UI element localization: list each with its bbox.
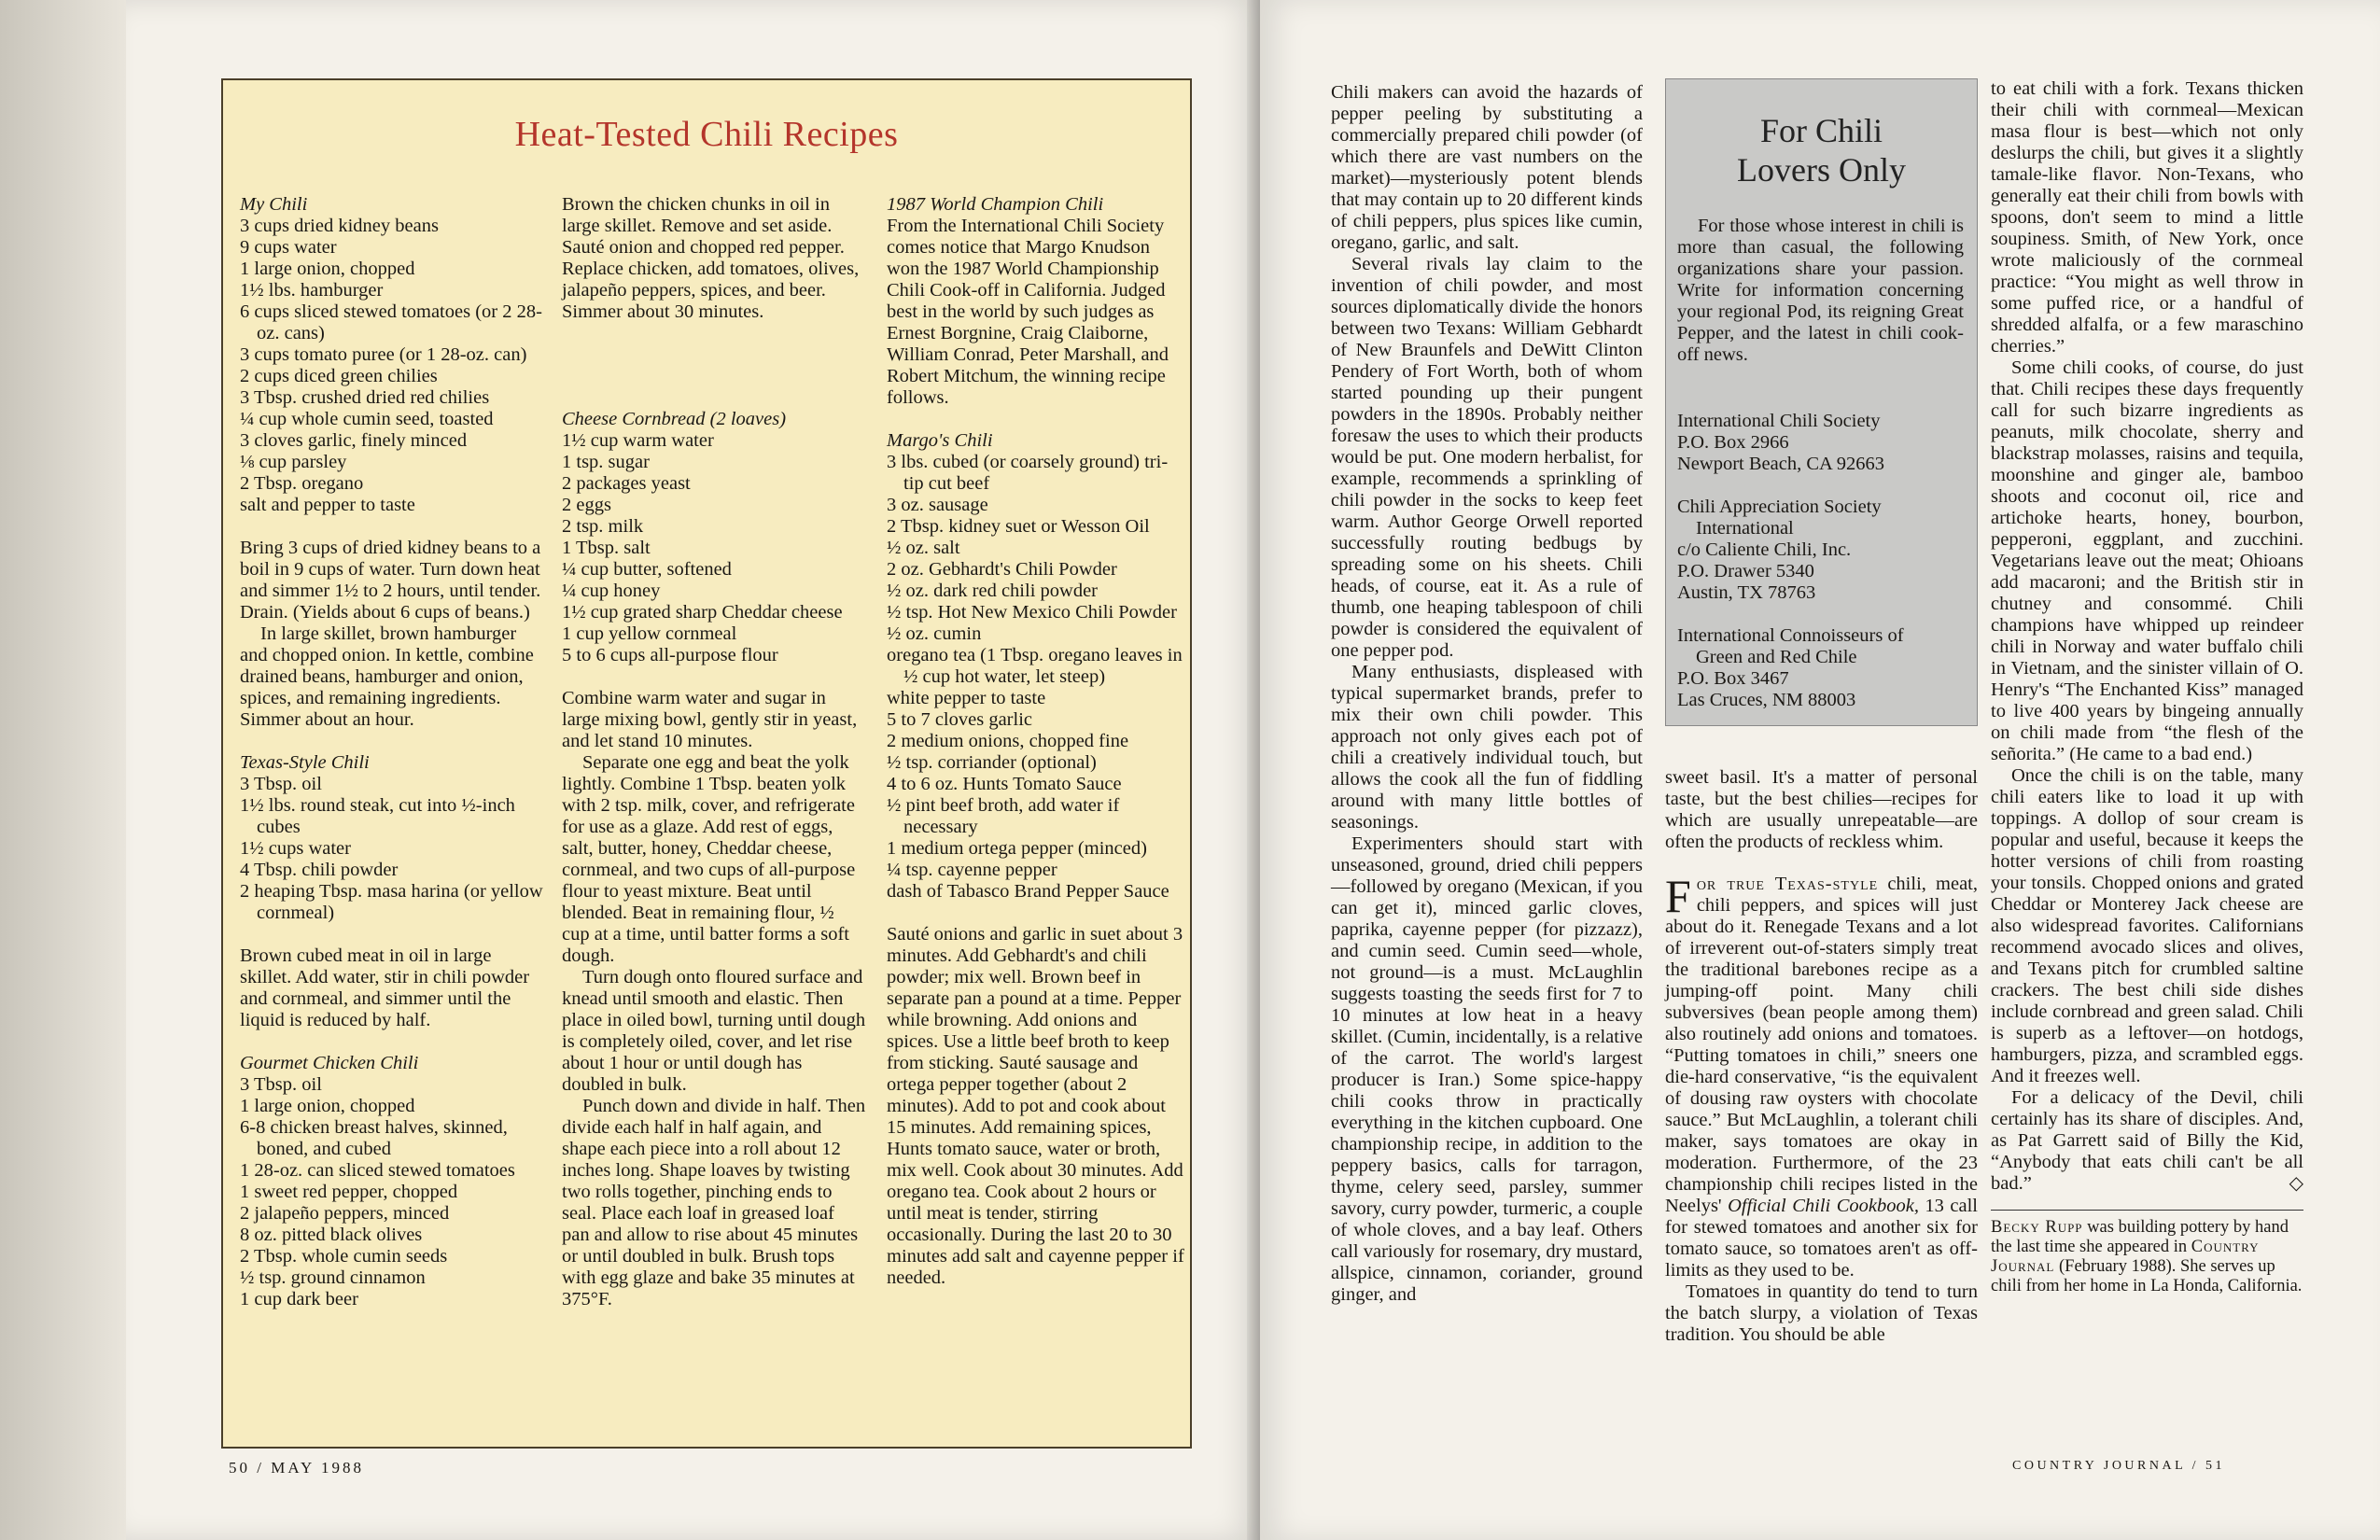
spacer	[240, 1031, 544, 1053]
recipe-line: ½ tsp. ground cinnamon	[240, 1267, 426, 1288]
recipe-line: 3 Tbsp. oil	[240, 1074, 322, 1095]
bio-text: (February 1988). She serves up chili from her home in La Honda, California.	[1991, 1257, 2303, 1295]
folio-right: COUNTRY JOURNAL / 51	[2012, 1459, 2226, 1473]
recipe-line: 5 to 6 cups all-purpose flour	[562, 645, 778, 665]
recipe-line: 1½ cup warm water	[562, 430, 714, 451]
recipe-line: ½ oz. cumin	[887, 623, 982, 644]
recipe-line: 1 large onion, chopped	[240, 259, 415, 279]
recipe-line: 2 jalapeño peppers, minced	[240, 1203, 450, 1224]
recipe-line: 3 cloves garlic, finely minced	[240, 430, 468, 451]
box-title: Heat-Tested Chili Recipes	[514, 115, 899, 154]
article-column-1	[1331, 82, 1643, 1306]
recipe-line: ¼ tsp. cayenne pepper	[887, 860, 1057, 880]
recipe-line: 1½ lbs. round steak, cut into ½-inch cubes	[240, 795, 515, 837]
recipe-line: 4 to 6 oz. Hunts Tomato Sauce	[887, 774, 1122, 794]
spacer	[887, 409, 1185, 430]
recipe-line: 3 lbs. cubed (or coarsely ground) tri-tip cut beef	[887, 452, 1169, 494]
spacer	[240, 516, 544, 538]
address-line: Austin, TX 78763	[1677, 582, 1816, 603]
recipe-line: Turn dough onto floured surface and knead until smooth and elastic. Then place in oiled bowl, turning until dough is completely oiled, cover, and let rise about 1 hour or until dough has doubled in bulk.	[562, 967, 866, 1095]
paragraph: Some chili cooks, of course, do just that. Chili recipes these days frequently call for such bizarre ingredients as peanuts, milk chocolate, sherry and blackstrap molasses, raisins and tequila, moonshine and ginger ale, bamboo shoots and coconut oil, rice and artichoke hearts, honey, bourbon, pepperoni, eggplant, and zucchini. Vegetarians leave out the meat; Ohioans add macaroni; and the British stir in chutney and consommé. Chili champions have whipped up reindeer chili in Norway and water buffalo chili in Vietnam, and the sinister villain of O. Henry's “The Enchanted Kiss” managed to live 400 years by bingeing annually on chili made from “the flesh of the señorita.” (He came to a bad end.)	[1991, 357, 2303, 764]
recipe-column-2	[562, 194, 866, 1310]
recipe-line: 1½ cup grated sharp Cheddar cheese	[562, 602, 843, 623]
author-bio	[1991, 1210, 2303, 1296]
recipe-column-1	[240, 194, 544, 1310]
address-line: P.O. Box 2966	[1677, 432, 1789, 453]
sidebar-box	[1665, 78, 1978, 726]
right-page	[1260, 0, 2380, 1540]
recipe-heading: 1987 World Champion Chili	[887, 194, 1104, 215]
recipe-heading: Margo's Chili	[887, 430, 993, 451]
drop-cap: F	[1665, 870, 1691, 922]
sidebar-title: For Chili Lovers Only	[1737, 112, 1906, 189]
recipe-line: 1 28-oz. can sliced stewed tomatoes	[240, 1160, 515, 1181]
recipe-line: ½ tsp. corriander (optional)	[887, 752, 1097, 773]
recipe-line: ½ tsp. Hot New Mexico Chili Powder	[887, 602, 1177, 623]
recipe-line: white pepper to taste	[887, 688, 1046, 708]
end-mark-icon: ◇	[2289, 1173, 2303, 1194]
address-line: Green and Red Chile	[1696, 647, 1857, 667]
recipe-line: 1 cup yellow cornmeal	[562, 623, 737, 644]
spacer	[562, 323, 866, 344]
paragraph: Tomatoes in quantity do tend to turn the batch slurpy, a violation of Texas tradition. You should be able	[1665, 1281, 1978, 1345]
paragraph: Several rivals lay claim to the invention of chili powder, and most sources diplomatically divide the honors between two Texans: William Gebhardt of New Braunfels and DeWitt Clinton Pendery of Fort Worth, both of whom started pounding up their pungent powders in the 1890s. Probably neither foresaw the uses to which their products would be put. One modern herbalist, for example, recommends a sprinkling of chili powder in the socks to keep feet warm. Author George Orwell reported successfully routing bedbugs by spreading some on his sheets. Chili heads, of course, eat it. As a rule of thumb, one heaping tablespoon of chili powder is considered the equivalent of one pepper pod.	[1331, 254, 1643, 661]
spacer	[562, 366, 866, 387]
article-column-3	[1991, 78, 2303, 1296]
spacer	[562, 666, 866, 688]
recipe-line: 8 oz. pitted black olives	[240, 1225, 423, 1245]
paragraph: to eat chili with a fork. Texans thicken their chili with cornmeal—Mexican masa flour is best—which not only deslurps the chili, but gives it a slightly tamale-like flavor. Non-Texans, who generally eat their chili from bowls with spoons, don't seem to mind a little soupiness. Smith, of New York, once wrote maliciously of the cornmeal practice: “You might as well throw in some puffed rice, or a handful of shredded alfalfa, or a few maraschino cherries.”	[1991, 78, 2303, 357]
paragraph: Many enthusiasts, displeased with typical supermarket brands, prefer to mix their own chili powder. This approach not only gives each pot of chili a creatively individual touch, but allows the cook all the fun of fiddling around with many little bottles of seasonings.	[1331, 662, 1643, 833]
recipe-line: 2 tsp. milk	[562, 516, 644, 537]
recipe-line: 2 packages yeast	[562, 473, 691, 494]
recipe-line: 2 Tbsp. whole cumin seeds	[240, 1246, 448, 1267]
author-name: Becky Rupp	[1991, 1218, 2083, 1237]
page-edge	[0, 0, 126, 1540]
recipe-line: 9 cups water	[240, 237, 337, 258]
recipe-line: oregano tea (1 Tbsp. oregano leaves in ½ cup hot water, let steep)	[887, 645, 1183, 687]
recipe-line: 6-8 chicken breast halves, skinned, boned, and cubed	[240, 1117, 508, 1159]
recipe-line: In large skillet, brown hamburger and chopped onion. In kettle, combine drained beans, hamburger and onion, spices, and remaining ingredients. Simmer about an hour.	[240, 623, 534, 730]
paragraph: Chili makers can avoid the hazards of pepper peeling by substituting a commercially prepared chili powder (of which there are vast numbers on the market)—mysteriously potent blends that may contain up to 20 different kinds of chili peppers, plus spices like cumin, oregano, garlic, and salt.	[1331, 82, 1643, 253]
organization-address	[1677, 497, 1964, 604]
recipe-line: 3 Tbsp. crushed dried red chilies	[240, 387, 490, 408]
recipe-line: salt and pepper to taste	[240, 495, 415, 515]
recipe-heading: Texas-Style Chili	[240, 752, 370, 773]
address-line: P.O. Box 3467	[1677, 668, 1789, 689]
address-line: c/o Caliente Chili, Inc.	[1677, 539, 1852, 560]
recipe-line: 2 medium onions, chopped fine	[887, 731, 1129, 751]
recipe-line: 5 to 7 cloves garlic	[887, 709, 1032, 730]
recipe-line: ¼ cup honey	[562, 581, 661, 601]
address-line: International Chili Society	[1677, 411, 1881, 431]
article-column-2	[1665, 767, 1978, 1346]
left-page	[126, 0, 1260, 1540]
bio-text: was building pottery by hand the last time she appeared in	[1991, 1218, 2289, 1256]
address-line: International Connoisseurs of	[1677, 625, 1904, 646]
paragraph-text: 13 call for stewed tomatoes and another six for tomato sauce, so tomatoes aren't as off-limits as they used to be.	[1665, 1196, 1978, 1281]
recipe-line: 2 eggs	[562, 495, 611, 515]
recipe-line: ¼ cup whole cumin seed, toasted	[240, 409, 494, 429]
recipe-line: From the International Chili Society comes notice that Margo Knudson won the 1987 World Championship Chili Cook-off in California. Judged best in the world by such judges as Ernest Borgnine, Craig Claiborne, William Conrad, Peter Marshall, and Robert Mitchum, the winning recipe follows.	[887, 216, 1169, 408]
recipe-box	[221, 78, 1192, 1449]
recipe-heading: Cheese Cornbread (2 loaves)	[562, 409, 787, 429]
recipe-line: dash of Tabasco Brand Pepper Sauce	[887, 881, 1169, 902]
organization-address	[1677, 625, 1964, 711]
recipe-line: 1 Tbsp. salt	[562, 538, 651, 558]
recipe-line: 1½ lbs. hamburger	[240, 280, 384, 301]
small-caps-lead: or true Texas-style	[1696, 874, 1879, 894]
spacer	[887, 903, 1185, 924]
recipe-line: ½ oz. salt	[887, 538, 960, 558]
recipe-line: 3 cups dried kidney beans	[240, 216, 439, 236]
paragraph: Experimenters should start with unseasoned, ground, dried chili peppers—followed by oregano (Mexican, if you can get it), minced garlic cloves, paprika, cayenne pepper (for pizzazz), and cumin seed. Cumin seed—whole, not ground—is a must. McLaughlin suggests toasting the seeds first for 7 to 10 minutes at low heat in a heavy skillet. (Cumin, incidentally, is a relative of the carrot. The world's largest producer is Iran.) Some spice-happy chili cooks throw in practically everything in the kitchen cupboard. One championship recipe, in addition to the peppery basics, calls for tarragon, thyme, celery seed, parsley, summer savory, curry powder, turmeric, a couple of whole cloves, and a bay leaf. Others call variously for rosemary, dry mustard, allspice, cinnamon, coriander, ground ginger, and	[1331, 833, 1643, 1305]
paragraph-dropcap	[1665, 870, 1978, 1281]
sidebar-organizations	[1677, 411, 1964, 711]
recipe-line: 2 cups diced green chilies	[240, 366, 438, 386]
recipe-line: 1 sweet red pepper, chopped	[240, 1182, 458, 1202]
recipe-line: 6 cups sliced stewed tomatoes (or 2 28-oz. cans)	[240, 301, 542, 343]
address-line: Chili Appreciation Society	[1677, 497, 1882, 517]
recipe-line: 1 medium ortega pepper (minced)	[887, 838, 1147, 859]
recipe-line: 3 cups tomato puree (or 1 28-oz. can)	[240, 344, 527, 365]
recipe-line: 2 Tbsp. kidney suet or Wesson Oil	[887, 516, 1150, 537]
address-line: Las Cruces, NM 88003	[1677, 690, 1856, 710]
recipe-line: Brown the chicken chunks in oil in large skillet. Remove and set aside. Sauté onion and chopped red pepper. Replace chicken, add tomatoes, olives, jalapeño peppers, spices, and beer. Simmer about 30 minutes.	[562, 194, 860, 322]
recipe-line: Sauté onions and garlic in suet about 3 minutes. Add Gebhardt's and chili powder; mix well. Brown beef in separate pan a pound at a time. Pepper while browning. Add onions and spices. Use a little beef broth to keep from sticking. Sauté sausage and ortega pepper together (about 2 minutes). Add to pot and cook about 15 minutes. Add remaining spices, Hunts tomato sauce, water or broth, mix well. Cook about 30 minutes. Add oregano tea. Cook about 2 hours or until meat is tender, stirring occasionally. During the last 20 to 30 minutes add salt and cayenne pepper if needed.	[887, 924, 1184, 1288]
spacer	[240, 731, 544, 752]
recipe-line: ¼ cup butter, softened	[562, 559, 732, 580]
recipe-line: ½ pint beef broth, add water if necessary	[887, 795, 1120, 837]
recipe-line: 3 Tbsp. oil	[240, 774, 322, 794]
recipe-line: ½ oz. dark red chili powder	[887, 581, 1098, 601]
sidebar-intro: For those whose interest in chili is more than casual, the following organizations share your passion. Write for information concerning your regional Pod, its reigning Great Pepper, and the latest in chili cook-off news.	[1677, 216, 1964, 365]
magazine-name: Country Journal	[1991, 1238, 2260, 1276]
recipe-heading: My Chili	[240, 194, 308, 215]
recipe-line: Bring 3 cups of dried kidney beans to a boil in 9 cups of water. Turn down heat and simmer 1½ to 2 hours, until tender. Drain. (Yields about 6 cups of beans.)	[240, 538, 541, 623]
recipe-line: 2 Tbsp. oregano	[240, 473, 364, 494]
paragraph: Once the chili is on the table, many chili eaters like to load it up with toppings. A dollop of sour cream is popular and useful, because it keeps the hotter versions of chili from roasting your tonsils. Chopped onions and grated Cheddar or Monterey Jack cheese are also widespread favorites. Californians recommend avocado slices and olives, and Texans pitch for crumbled saltine crackers. The best chili side dishes include cornbread and green salad. Chili is superb as a leftover—on hotdogs, hamburgers, pizza, and scrambled eggs. And it freezes well.	[1991, 765, 2303, 1086]
spacer	[562, 344, 866, 366]
paragraph: sweet basil. It's a matter of personal taste, but the best chilies—recipes for which are usually unrepeatable—are often the products of reckless whim.	[1665, 767, 1978, 852]
spacer	[240, 924, 544, 945]
recipe-line: 1 cup dark beer	[240, 1289, 358, 1309]
recipe-line: 3 oz. sausage	[887, 495, 988, 515]
recipe-line: 4 Tbsp. chili powder	[240, 860, 399, 880]
paragraph: For a delicacy of the Devil, chili certainly has its share of disciples. And, as Pat Garrett said of Billy the Kid, “Anybody that eats chili can't be all bad.” ◇	[1991, 1087, 2303, 1194]
recipe-heading: Gourmet Chicken Chili	[240, 1053, 419, 1073]
recipe-line: 1½ cups water	[240, 838, 351, 859]
recipe-line: Separate one egg and beat the yolk lightly. Combine 1 Tbsp. beaten yolk with 2 tsp. milk, cover, and refrigerate for use as a glaze. Add rest of eggs, salt, butter, honey, Cheddar cheese, cornmeal, and two cups of all-purpose flour to yeast mixture. Beat until blended. Beat in remaining flour, ½ cup at a time, until batter forms a soft dough.	[562, 752, 856, 966]
book-title: Official Chili Cookbook,	[1728, 1196, 1919, 1216]
recipe-line: Punch down and divide in half. Then divide each half in half again, and shape each piece into a roll about 12 inches long. Shape loaves by twisting two rolls together, pinching ends to seal. Place each loaf in greased loaf pan and allow to rise about 45 minutes or until doubled in bulk. Brush tops with egg glaze and bake 35 minutes at 375°F.	[562, 1096, 866, 1309]
recipe-line: 2 oz. Gebhardt's Chili Powder	[887, 559, 1117, 580]
recipe-line: 1 tsp. sugar	[562, 452, 650, 472]
spacer	[562, 387, 866, 409]
recipe-line: Brown cubed meat in oil in large skillet. Add water, stir in chili powder and cornmeal, and simmer until the liquid is reduced by half.	[240, 945, 530, 1030]
address-line: International	[1696, 518, 1794, 539]
organization-address	[1677, 411, 1964, 475]
recipe-line: Combine warm water and sugar in large mixing bowl, gently stir in yeast, and let stand 10 minutes.	[562, 688, 858, 751]
recipe-column-3	[887, 194, 1185, 1289]
address-line: Newport Beach, CA 92663	[1677, 454, 1885, 474]
recipe-line: 2 heaping Tbsp. masa harina (or yellow cornmeal)	[240, 881, 543, 923]
address-line: P.O. Drawer 5340	[1677, 561, 1814, 581]
recipe-line: ⅛ cup parsley	[240, 452, 347, 472]
recipe-line: 1 large onion, chopped	[240, 1096, 415, 1116]
folio-left: 50 / MAY 1988	[229, 1459, 364, 1477]
paragraph-text: chili, meat, chili peppers, and spices will just about do it. Renegade Texans and a lot of irreverent out-of-staters simply treat the traditional barebones recipe as a jumping-off point. Many chili subversives (bean people among them) also routinely add onions and tomatoes. “Putting tomatoes in chili,” sneers one die-hard conservative, “is the equivalent of dousing raw oysters with chocolate sauce.” But McLaughlin, a tolerant chili maker, says tomatoes are okay in moderation. Furthermore, of the 23 championship chili recipes listed in the Neelys'	[1665, 874, 1978, 1216]
